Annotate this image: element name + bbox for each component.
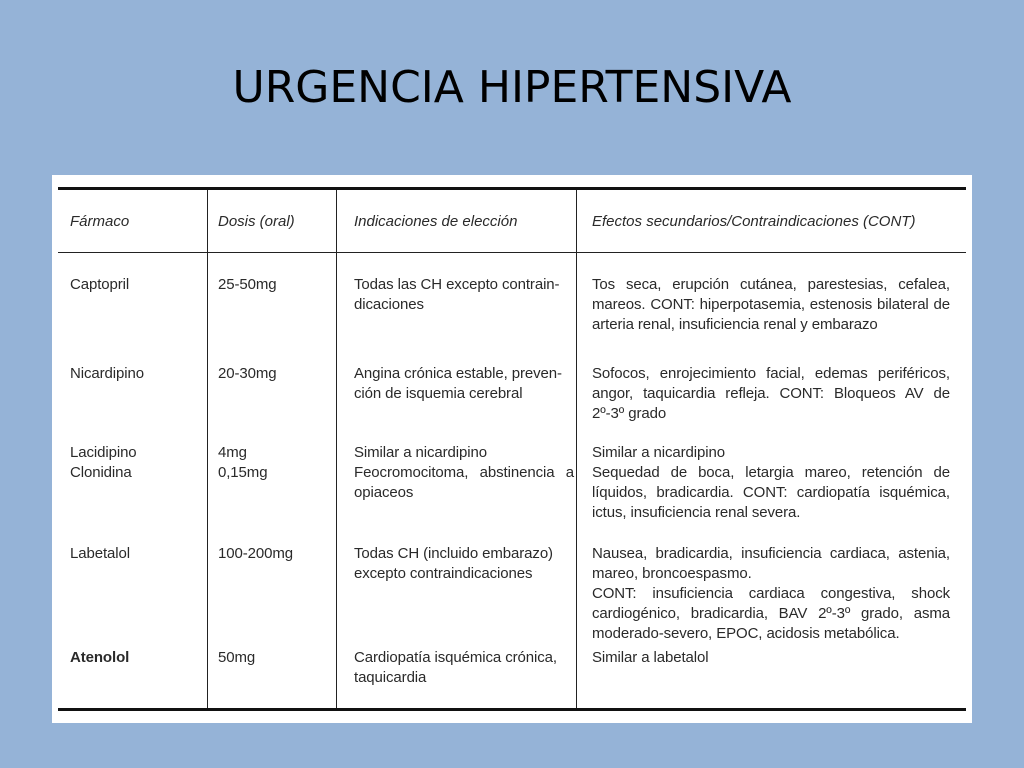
column-divider bbox=[207, 190, 208, 708]
table-bottom-rule bbox=[58, 708, 966, 711]
cell-dosis: 20-30mg bbox=[218, 365, 277, 382]
cell-efectos: Similar a labetalol bbox=[592, 649, 709, 666]
column-divider bbox=[336, 190, 337, 708]
cell-efectos: Tos seca, erupción cutánea, parestesias, cefalea, mareos. CONT: hiperpotasemia, estenosis bilateral de arteria renal, insuficiencia renal y embarazo bbox=[592, 276, 950, 333]
cell-farmaco: Labetalol bbox=[70, 545, 130, 562]
cell-dosis: 50mg bbox=[218, 649, 256, 666]
cell-indicaciones: Angina crónica estable, preven- ción de isquemia cerebral bbox=[354, 365, 562, 402]
cell-dosis: 100-200mg bbox=[218, 545, 293, 562]
cell-dosis: 4mg 0,15mg bbox=[218, 444, 268, 481]
cell-farmaco: Atenolol bbox=[70, 649, 130, 666]
cell-efectos: Similar a nicardipino Sequedad de boca, letargia mareo, retención de líquidos, bradicardia. CONT: cardiopatía isquémica, ictus, insuficiencia renal severa. bbox=[592, 444, 950, 521]
cell-indicaciones: Todas las CH excepto contrain- dicaciones bbox=[354, 276, 560, 313]
column-divider bbox=[576, 190, 577, 708]
cell-dosis: 25-50mg bbox=[218, 276, 277, 293]
cell-farmaco: Captopril bbox=[70, 276, 130, 293]
cell-farmaco: Nicardipino bbox=[70, 365, 144, 382]
header-efectos: Efectos secundarios/Contraindicaciones (CONT) bbox=[592, 213, 916, 230]
header-indicaciones: Indicaciones de elección bbox=[354, 213, 518, 230]
header-dosis: Dosis (oral) bbox=[218, 213, 295, 230]
cell-indicaciones: Similar a nicardipino Feocromocitoma, abstinencia a opiaceos bbox=[354, 444, 574, 501]
table-top-rule bbox=[58, 187, 966, 190]
table-header-rule bbox=[58, 252, 966, 253]
drug-table bbox=[52, 175, 972, 723]
cell-efectos: Nausea, bradicardia, insuficiencia cardiaca, astenia, mareo, broncoespasmo. CONT: insuficiencia cardiaca congestiva, shock cardiogénico, bradicardia, BAV 2º-3º grado, asma moderado-severo, EPOC, acidosis metabólica. bbox=[592, 545, 950, 642]
cell-indicaciones: Cardiopatía isquémica crónica, taquicardia bbox=[354, 649, 557, 686]
header-farmaco: Fármaco bbox=[70, 213, 130, 230]
slide-title: URGENCIA HIPERTENSIVA bbox=[232, 62, 792, 113]
cell-farmaco: Lacidipino Clonidina bbox=[70, 444, 137, 481]
cell-indicaciones: Todas CH (incluido embarazo) excepto contraindicaciones bbox=[354, 545, 553, 582]
cell-efectos: Sofocos, enrojecimiento facial, edemas periféricos, angor, taquicardia refleja. CONT: Bloqueos AV de 2º-3º grado bbox=[592, 365, 950, 422]
